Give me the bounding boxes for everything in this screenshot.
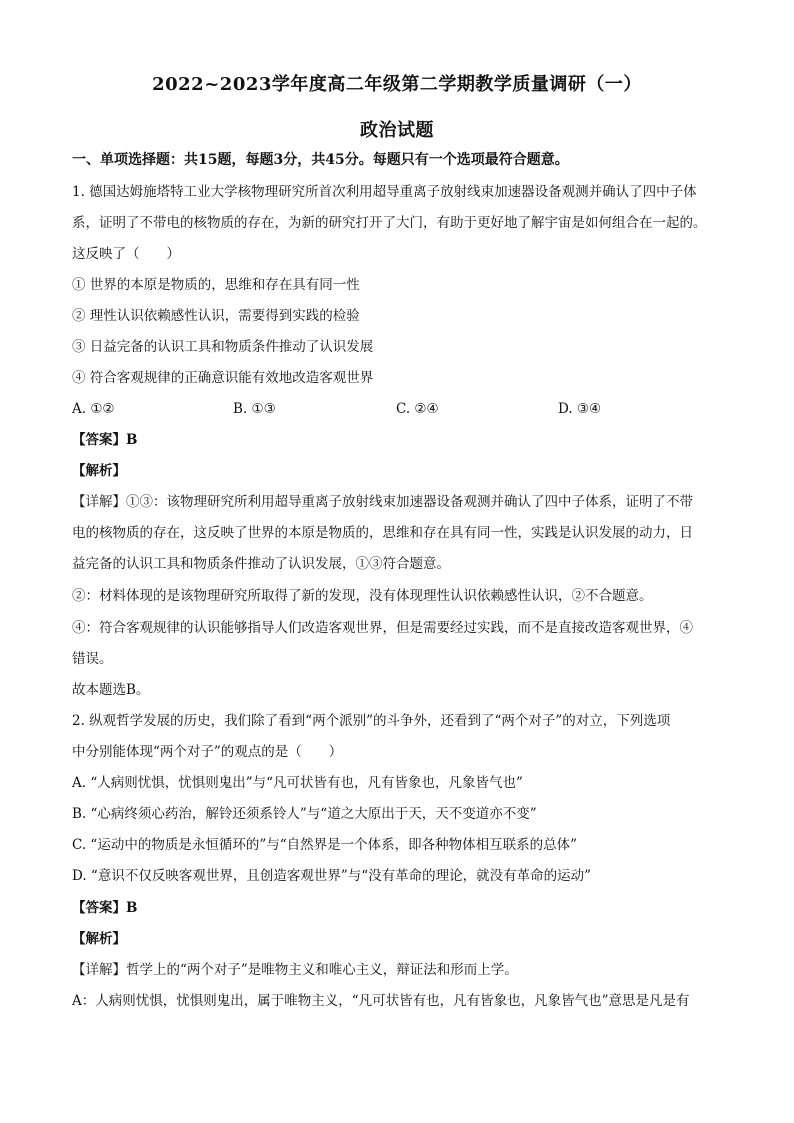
q1-stem-line: 1. 德国达姆施塔特工业大学核物理研究所首次利用超导重离子放射线束加速器设备观测并确认了四中子体 [72,184,697,200]
q1-option-a: A. ①② [72,401,115,417]
q2-option-c: C. “运动中的物质是永恒循环的”与“自然界是一个体系，即各种物体相互联系的总体” [72,837,578,853]
q1-detail-line: 错误。 [72,651,113,667]
q1-detail-line: 电的核物质的存在，这反映了世界的本原是物质的，思维和存在具有同一性，实践是认识发展的动力，日 [72,525,693,541]
q1-statement: ① 世界的本原是物质的，思维和存在具有同一性 [72,277,360,293]
q1-detail-line: 【详解】①③：该物理研究所利用超导重离子放射线束加速器设备观测并确认了四中子体系，证明了不带 [72,494,693,510]
q1-detail-line: 益完备的认识工具和物质条件推动了认识发展，①③符合题意。 [72,556,450,572]
q1-option-c: C. ②④ [396,401,439,417]
q2-stem-line: 2. 纵观哲学发展的历史，我们除了看到“两个派别”的斗争外，还看到了“两个对子”的对立，下列选项 [72,713,671,729]
q1-statement: ④ 符合客观规律的正确意识能有效地改造客观世界 [72,370,374,386]
q1-option-b: B. ①③ [233,401,276,417]
q1-option-d: D. ③④ [558,401,602,417]
q2-answer: 【答案】B [72,900,138,916]
q2-option-b: B. “心病终须心药治，解铃还须系铃人”与“道之大原出于天，天不变道亦不变” [72,806,537,822]
section-heading: 一、单项选择题：共15题，每题3分，共45分。每题只有一个选项最符合题意。 [72,152,569,168]
q1-stem-line: 这反映了（ ） [72,246,180,262]
q1-stem-line: 系，证明了不带电的核物质的存在，为新的研究打开了大门，有助于更好地了解宇宙是如何组合在一起的。 [72,215,707,231]
q1-statement: ③ 日益完备的认识工具和物质条件推动了认识发展 [72,339,374,355]
exam-subject: 政治试题 [360,120,434,141]
exam-title: 2022~2023学年度高二年级第二学期教学质量调研（一） [152,74,642,95]
q1-answer: 【答案】B [72,432,138,448]
q2-option-a: A. “人病则忧惧，忧惧则鬼出”与“凡可状皆有也，凡有皆象也，凡象皆气也” [72,775,523,791]
q1-detail-line: ④：符合客观规律的认识能够指导人们改造客观世界，但是需要经过实践，而不是直接改造客观世界，④ [72,620,693,636]
q1-statement: ② 理性认识依赖感性认识，需要得到实践的检验 [72,308,360,324]
q2-analysis-label: 【解析】 [72,931,126,947]
q2-option-d: D. “意识不仅反映客观世界，且创造客观世界”与“没有革命的理论，就没有革命的运动” [72,868,592,884]
q1-analysis-label: 【解析】 [72,463,126,479]
q2-stem-line: 中分别能体现“两个对子”的观点的是（ ） [72,744,343,760]
q1-detail-line: 故本题选B。 [72,682,150,698]
q2-detail-line: 【详解】哲学上的“两个对子”是唯物主义和唯心主义，辩证法和形而上学。 [72,962,518,978]
q2-detail-line: A：人病则忧惧，忧惧则鬼出，属于唯物主义，“凡可状皆有也，凡有皆象也，凡象皆气也”意思是凡是有 [72,993,690,1009]
q1-detail-line: ②：材料体现的是该物理研究所取得了新的发现，没有体现理性认识依赖感性认识，②不合题意。 [72,588,653,604]
